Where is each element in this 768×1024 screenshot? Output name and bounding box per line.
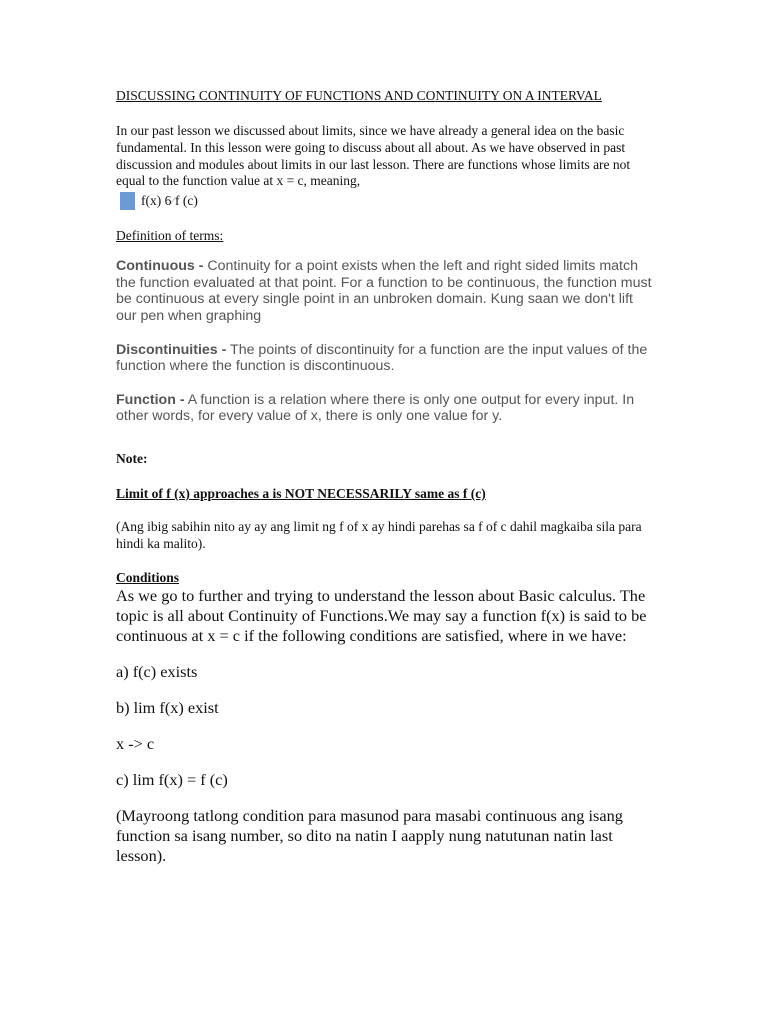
intro-paragraph: In our past lesson we discussed about limits, since we have already a general idea on the basic fundamental. In this lesson were going to discuss about all about. As we have observed in past discussion and modules about limits in our last lesson. There are functions whose limits are not equal to the function value at x = c, meaning, [116,123,631,189]
formula-left: f(x) 6 [141,193,172,209]
document-title: DISCUSSING CONTINUITY OF FUNCTIONS AND CONTINUITY ON A INTERVAL [116,88,602,103]
definition-discontinuities [116,342,656,375]
closing-paragraph: (Mayroong tatlong condition para masunod para masabi continuous ang isang function sa isang number, so dito na natin I aapply nung natutunan natin last lesson). [116,805,623,865]
definition-text: The points of discontinuity for a function are the input values of the function where the function is discontinuous. [116,341,648,375]
definition-text: Continuity for a point exists when the left and right sided limits match the function evaluated at that point. For a function to be continuous, the function must be continuous at every single point in an unbroken domain. Kung saan we don't lift our pen when graphing [116,258,652,324]
condition-b-subscript: x -> c [116,733,155,753]
formula-image-icon [120,192,135,210]
condition-b: b) lim f(x) exist [116,697,219,717]
tagalog-note: (Ang ibig sabihin nito ay ay ang limit ng f of x ay hindi parehas sa f of c dahil magkaiba sila para hindi ka malito). [116,518,642,551]
definition-continuous [116,258,656,324]
limit-statement: Limit of f (x) approaches a is NOT NECESSARILY same as f (c) [116,485,486,501]
definitions-heading: Definition of terms: [116,228,224,244]
condition-a: a) f(c) exists [116,661,198,681]
document-page [116,88,656,866]
definition-term: Function - [116,391,185,408]
condition-c: c) lim f(x) = f (c) [116,769,228,789]
conditions-intro: As we go to further and trying to understand the lesson about Basic calculus. The topic is all about Continuity of Functions.We may say a function f(x) is said to be continuous at x = c if the following conditions are satisfied, where in we have: [116,585,647,645]
limit-formula [120,192,656,210]
definition-term: Continuous - [116,258,204,275]
conditions-heading: Conditions [116,569,180,585]
definition-text: A function is a relation where there is only one output for every input. In other words, for every value of x, there is only one value for y. [116,391,635,425]
formula-right: f (c) [175,193,198,209]
definition-function [116,392,656,425]
note-label: Note: [116,450,148,466]
definition-term: Discontinuities - [116,341,227,358]
formula-mark: ⁄ [172,195,175,207]
